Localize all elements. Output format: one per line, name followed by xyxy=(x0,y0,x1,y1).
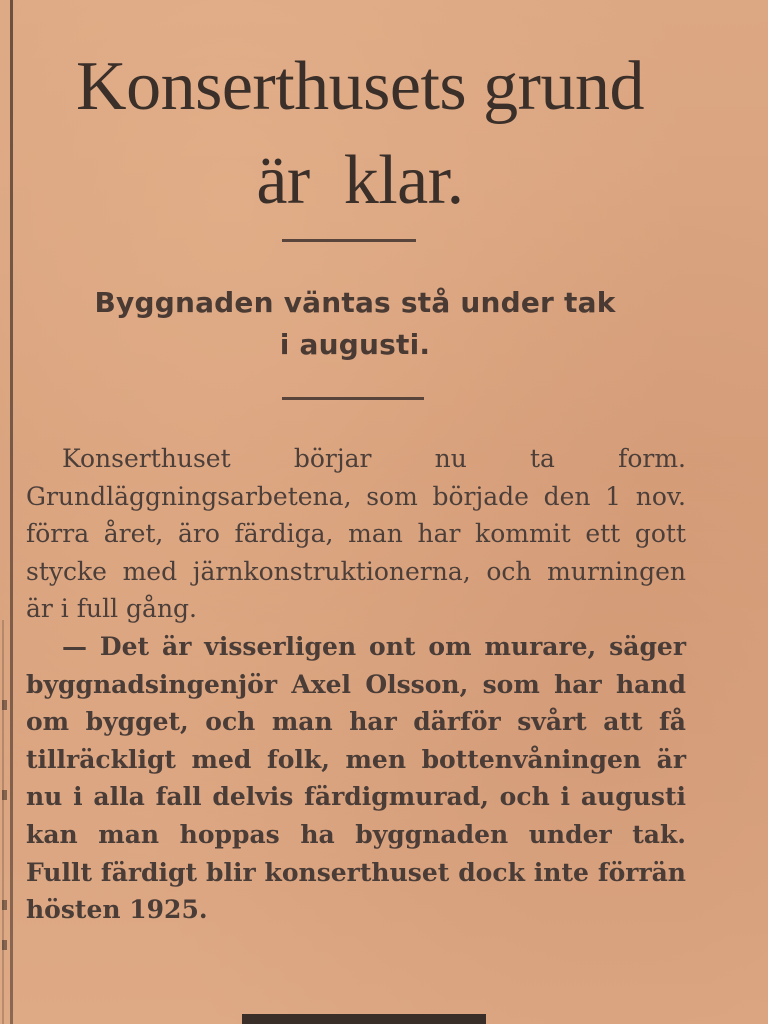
edge-marks xyxy=(0,700,8,1000)
article-paragraph-1: Konserthuset börjar nu ta form. Grundläggningsarbetena, som började den 1 nov. förra året, äro färdiga, man har kommit ett gott stycke med järnkonstruktionerna, och murningen är i full gång. xyxy=(26,444,686,624)
next-article-rule xyxy=(242,1014,486,1024)
headline-line-1: Konserthusets grund xyxy=(76,48,644,125)
article-paragraph-2: — Det är visserligen ont om murare, säger byggnadsingenjör Axel Olsson, som har hand om bygget, och man har därför svårt att få tillräckligt med folk, men bottenvåningen är nu i alla fall delvis färdigmurad, och i augusti kan man hoppas ha byggnaden under tak. Fullt färdigt blir konserthuset dock inte förrän hösten 1925. xyxy=(26,631,686,925)
article-body xyxy=(26,440,686,929)
column-divider-line xyxy=(10,0,13,1024)
headline xyxy=(20,40,700,228)
subheadline xyxy=(60,282,650,366)
headline-divider xyxy=(282,239,416,242)
subheadline-line-1: Byggnaden väntas stå under tak xyxy=(94,286,616,319)
subheadline-divider xyxy=(282,397,424,400)
subheadline-line-2: i augusti. xyxy=(279,328,431,361)
headline-line-2: är klar. xyxy=(256,142,464,219)
